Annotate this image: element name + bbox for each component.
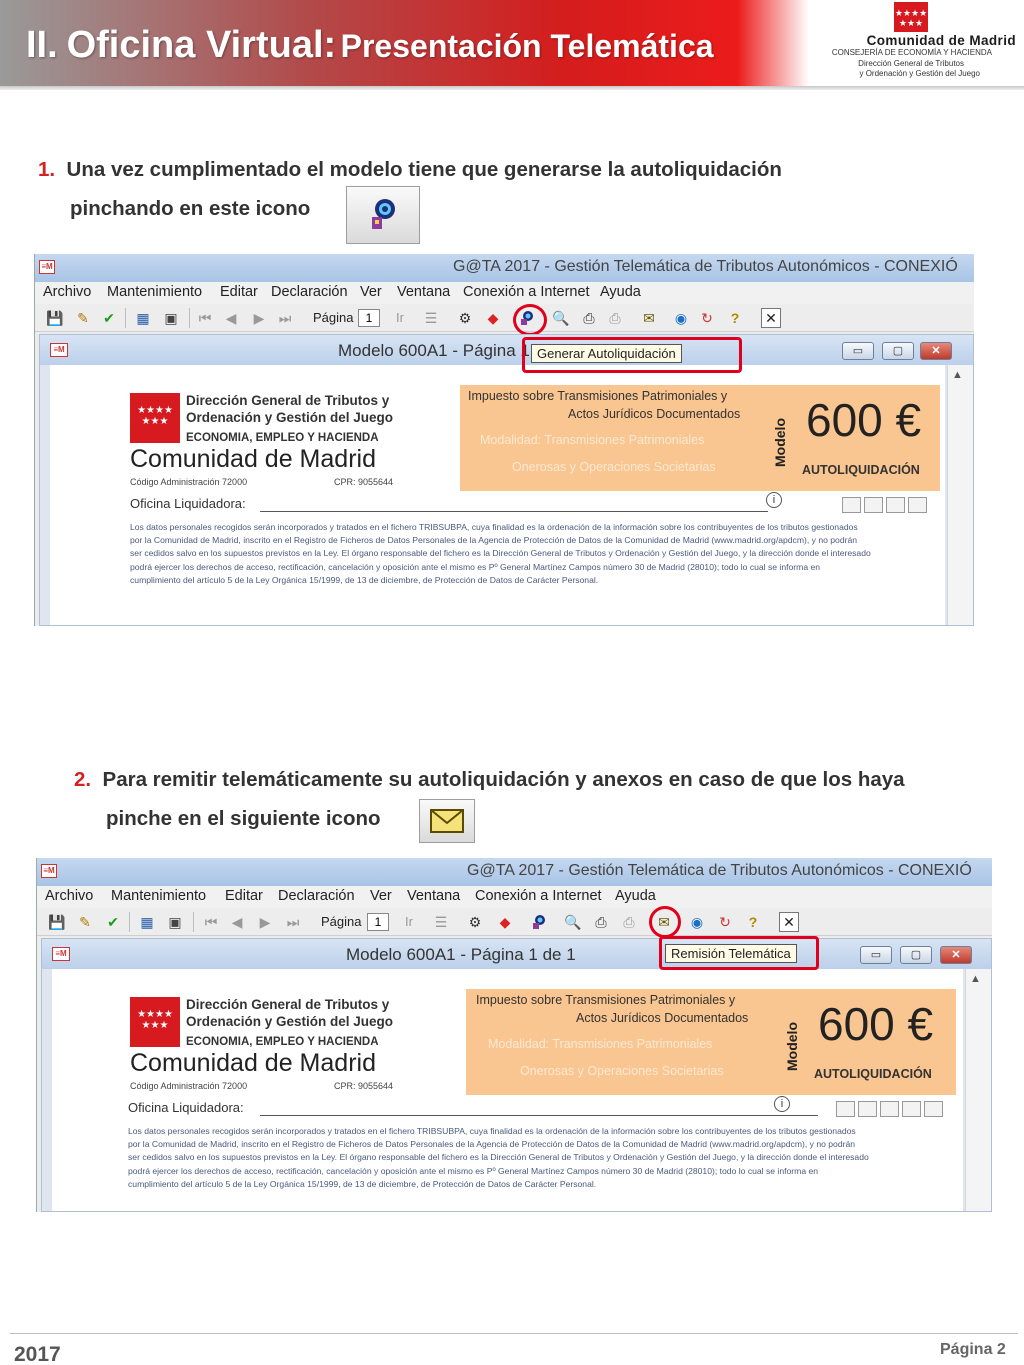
dg-line-2: Ordenación y Gestión del Juego <box>186 410 394 425</box>
codigo-administracion: Código Administración 72000 <box>130 477 248 487</box>
app-title: G@TA 2017 - Gestión Telemática de Tributos Autonómicos - CONEXIÓ <box>467 862 972 879</box>
minimize-button[interactable]: ▭ <box>842 342 874 360</box>
print-all-icon[interactable]: ⎙ <box>623 913 635 930</box>
menu-ayuda[interactable]: Ayuda <box>615 888 656 904</box>
menu-ayuda[interactable]: Ayuda <box>600 284 641 300</box>
toolbar-separator <box>125 308 126 328</box>
oficina-field[interactable] <box>260 511 768 512</box>
legal-line: Los datos personales recogidos serán incorporados y tratados en el fichero TRIBSUBPA, cuya finalidad es la ordenación de la información sobre los contribuyentes de los tributos gestionados <box>130 522 858 532</box>
ir-button[interactable]: Ir <box>396 310 404 325</box>
modalidad-line-1: Modalidad: Transmisiones Patrimoniales <box>480 433 705 447</box>
title-main: Oficina Virtual: <box>66 24 337 66</box>
envelope-icon-sample <box>419 799 475 843</box>
modelo-window <box>39 334 974 626</box>
next-page-icon[interactable]: ▶ <box>259 913 271 930</box>
red-book-icon[interactable]: ◆ <box>499 913 511 930</box>
app-titlebar <box>35 254 974 282</box>
first-page-icon[interactable]: ⏮ <box>204 913 218 930</box>
preview-icon[interactable]: 🔍 <box>564 913 582 930</box>
highlight-rectangle <box>522 337 742 373</box>
modelo-label: Modelo <box>784 1022 800 1071</box>
envelope-icon[interactable]: ✉ <box>658 913 670 930</box>
legal-line: por la Comunidad de Madrid, inscrito en el Registro de Ficheros de Datos Personales de la Agencia de Protección de Datos de la Comunidad de Madrid (www.madrid.org/apdcm), y no podrán <box>128 1139 856 1150</box>
modelo-header-box <box>466 989 956 1095</box>
maximize-button[interactable]: ▢ <box>882 342 914 360</box>
minimize-button[interactable]: ▭ <box>860 946 892 964</box>
vertical-scrollbar[interactable] <box>947 365 973 625</box>
first-page-icon[interactable]: ⏮ <box>198 309 212 326</box>
dg-line-1: Dirección General de Tributos y <box>186 997 390 1012</box>
pagina-label: Página <box>313 310 354 325</box>
menu-archivo[interactable]: Archivo <box>43 284 92 300</box>
oficina-label: Oficina Liquidadora: <box>130 496 246 511</box>
legal-line: cumplimiento del artículo 5 de la Ley Orgánica 15/1999, de 13 de diciembre, de Protección de Datos de Carácter Personal. <box>130 574 599 585</box>
legal-notice <box>130 521 871 587</box>
logo-name: Comunidad de Madrid <box>866 33 1016 48</box>
footer-page-number: Página 2 <box>940 1341 1006 1358</box>
modalidad-line-2: Onerosas y Operaciones Societarias <box>512 460 716 474</box>
step-1-number: 1. <box>38 158 56 181</box>
menu-ver[interactable]: Ver <box>370 888 392 904</box>
modelo-header-box <box>460 385 940 491</box>
tree-icon[interactable]: ☰ <box>434 913 448 930</box>
window-icon: ≡M <box>50 343 68 357</box>
modelo-window-titlebar <box>40 335 973 365</box>
codigo-administracion: Código Administración 72000 <box>130 1081 248 1091</box>
toolbar-separator <box>189 308 190 328</box>
menu-mantenimiento[interactable]: Mantenimiento <box>107 284 203 300</box>
menu-mantenimiento[interactable]: Mantenimiento <box>111 888 207 904</box>
modelo-window-title: Modelo 600A1 - Página 1 <box>338 341 530 360</box>
help-icon[interactable]: ? <box>748 914 758 930</box>
menu-editar[interactable]: Editar <box>220 284 258 300</box>
modelo-window-titlebar <box>42 939 991 969</box>
app-screenshot-1 <box>34 254 974 626</box>
calculator-icon[interactable]: ▦ <box>140 913 154 930</box>
tooltip-remision: Remisión Telemática <box>665 944 797 963</box>
exit-icon[interactable]: ✕ <box>761 308 781 328</box>
step-2-line-1 <box>74 768 905 792</box>
impuesto-line-2: Actos Jurídicos Documentados <box>576 1011 749 1025</box>
code-cells[interactable] <box>842 497 927 513</box>
close-button[interactable]: ✕ <box>940 946 972 964</box>
legal-line: por la Comunidad de Madrid, inscrito en el Registro de Ficheros de Datos Personales de la Agencia de Protección de Datos de la Comunidad de Madrid (www.madrid.org/apdcm), y no podrán <box>130 535 858 546</box>
modelo-600-form <box>50 365 945 625</box>
dg-line-3: ECONOMIA, EMPLEO Y HACIENDA <box>186 432 379 444</box>
calculator-icon[interactable]: ▦ <box>136 309 150 326</box>
menu-declaracion[interactable]: Declaración <box>271 284 348 300</box>
pagina-input[interactable]: 1 <box>358 309 380 327</box>
maximize-button[interactable]: ▢ <box>900 946 932 964</box>
logo-line-3: y Ordenación y Gestión del Juego <box>859 69 980 78</box>
modelo-label: Modelo <box>772 418 788 467</box>
window-icon: ≡M <box>52 947 70 961</box>
menu-editar[interactable]: Editar <box>225 888 263 904</box>
red-book-icon[interactable]: ◆ <box>487 309 499 326</box>
generate-icon <box>363 195 403 235</box>
envelope-icon <box>430 809 464 833</box>
oficina-field[interactable] <box>260 1115 818 1116</box>
scroll-up-arrow-icon[interactable]: ▲ <box>970 973 981 985</box>
title-roman: II. <box>26 24 58 66</box>
footer-divider <box>10 1333 1018 1334</box>
menu-conexion[interactable]: Conexión a Internet <box>463 284 590 300</box>
highlight-circle <box>649 906 681 938</box>
generate-autoliquidacion-icon[interactable] <box>529 912 549 932</box>
step-2-number: 2. <box>74 768 92 791</box>
code-cells[interactable] <box>836 1101 943 1117</box>
step-2-line-2: pinche en el siguiente icono <box>106 807 381 830</box>
modelo-number: 600 € <box>818 998 934 1050</box>
eraser-icon[interactable]: ✎ <box>77 309 89 326</box>
refresh-icon[interactable]: ↻ <box>719 913 731 930</box>
logo-line-1: CONSEJERÍA DE ECONOMÍA Y HACIENDA <box>831 48 992 57</box>
cpr-code: CPR: 9055644 <box>334 477 394 487</box>
form-icon[interactable]: ▣ <box>164 309 178 326</box>
title-sub: Presentación Telemática <box>340 28 714 64</box>
users-icon[interactable]: ⚙ <box>468 913 482 930</box>
highlight-circle <box>513 304 547 336</box>
last-page-icon[interactable]: ⏭ <box>278 309 292 326</box>
form-icon[interactable]: ▣ <box>168 913 182 930</box>
legal-line: ser cedidos salvo en los supuestos previstos en la Ley. El órgano responsable del fichero es la Dirección General de Tributos y Ordenación y Gestión del Juego, y la dirección donde el interesado <box>128 1152 869 1163</box>
save-icon[interactable]: 💾 <box>48 913 66 930</box>
toolbar <box>37 908 992 936</box>
app-title: G@TA 2017 - Gestión Telemática de Tributos Autonómicos - CONEXIÓ <box>453 258 958 275</box>
step-1-text: Una vez cumplimentado el modelo tiene que generarse la autoliquidación <box>66 158 782 181</box>
app-titlebar <box>37 858 992 886</box>
refresh-icon[interactable]: ↻ <box>701 309 713 326</box>
autoliquidacion-label: AUTOLIQUIDACIÓN <box>814 1067 932 1081</box>
toolbar-separator <box>193 912 194 932</box>
step-2-text: Para remitir telemáticamente su autoliquidación y anexos en caso de que los haya <box>102 768 905 791</box>
impuesto-line-2: Actos Jurídicos Documentados <box>568 407 741 421</box>
step-1-line-1 <box>38 158 782 182</box>
check-icon[interactable]: ✔ <box>103 309 115 326</box>
tree-icon[interactable]: ☰ <box>424 309 438 326</box>
scroll-up-arrow-icon[interactable]: ▲ <box>952 369 963 381</box>
header-divider <box>0 86 1024 90</box>
eraser-icon[interactable]: ✎ <box>79 913 91 930</box>
menu-ventana[interactable]: Ventana <box>397 284 451 300</box>
print-icon[interactable]: ⎙ <box>583 309 595 326</box>
page-title <box>26 24 714 67</box>
legal-line: Los datos personales recogidos serán incorporados y tratados en el fichero TRIBSUBPA, cuya finalidad es la ordenación de la información sobre los contribuyentes de los tributos gestionados <box>128 1126 856 1136</box>
modelo-600-form <box>52 969 963 1211</box>
last-page-icon[interactable]: ⏭ <box>286 913 300 930</box>
globe-icon[interactable]: ◉ <box>674 309 688 326</box>
madrid-flag-icon: ★★★★ ★★★ <box>894 2 928 32</box>
info-icon[interactable]: i <box>774 1096 790 1112</box>
modelo-window-title: Modelo 600A1 - Página 1 de 1 <box>346 945 576 964</box>
comunidad-madrid-name: Comunidad de Madrid <box>130 445 376 473</box>
madrid-flag-icon: ★★★★ ★★★ <box>130 393 180 443</box>
dg-line-1: Dirección General de Tributos y <box>186 393 390 408</box>
comunidad-madrid-logo <box>806 2 1020 86</box>
app-icon: ≡M <box>41 864 57 878</box>
exit-icon[interactable]: ✕ <box>779 912 799 932</box>
menu-archivo[interactable]: Archivo <box>45 888 94 904</box>
legal-notice <box>128 1125 869 1191</box>
cpr-code: CPR: 9055644 <box>334 1081 394 1091</box>
toolbar-separator <box>129 912 130 932</box>
impuesto-line-1: Impuesto sobre Transmisiones Patrimoniales y <box>476 993 736 1007</box>
save-icon[interactable]: 💾 <box>46 309 64 326</box>
vertical-scrollbar[interactable] <box>965 969 991 1211</box>
menu-ver[interactable]: Ver <box>360 284 382 300</box>
previous-page-icon[interactable]: ◀ <box>231 913 243 930</box>
print-all-icon[interactable]: ⎙ <box>609 309 621 326</box>
check-icon[interactable]: ✔ <box>107 913 119 930</box>
print-icon[interactable]: ⎙ <box>595 913 607 930</box>
menu-bar <box>37 886 992 908</box>
pagina-label: Página <box>321 914 362 929</box>
menu-declaracion[interactable]: Declaración <box>278 888 355 904</box>
legal-line: podrá ejercer los derechos de acceso, rectificación, cancelación y oposición ante el mismo es Pº General Martínez Campos número 30 de Madrid (28010); todo lo cual se informa en <box>130 561 821 572</box>
next-page-icon[interactable]: ▶ <box>253 309 265 326</box>
pagina-input[interactable]: 1 <box>367 913 389 931</box>
ir-button[interactable]: Ir <box>405 914 413 929</box>
dg-line-2: Ordenación y Gestión del Juego <box>186 1014 394 1029</box>
tooltip-generar: Generar Autoliquidación <box>531 344 682 363</box>
app-screenshot-2 <box>36 858 992 1212</box>
info-icon[interactable]: i <box>766 492 782 508</box>
toolbar <box>35 304 974 332</box>
previous-page-icon[interactable]: ◀ <box>225 309 237 326</box>
autoliquidacion-label: AUTOLIQUIDACIÓN <box>802 463 920 477</box>
footer-year: 2017 <box>14 1343 61 1365</box>
app-icon: ≡M <box>39 260 55 274</box>
users-icon[interactable]: ⚙ <box>458 309 472 326</box>
highlight-rectangle <box>659 936 819 970</box>
modalidad-line-2: Onerosas y Operaciones Societarias <box>520 1064 724 1078</box>
modelo-number: 600 € <box>806 394 922 446</box>
close-button[interactable]: ✕ <box>920 342 952 360</box>
legal-line: ser cedidos salvo en los supuestos previstos en la Ley. El órgano responsable del fichero es la Dirección General de Tributos y Ordenación y Gestión del Juego, y la dirección donde el interesado <box>130 548 871 559</box>
legal-line: podrá ejercer los derechos de acceso, rectificación, cancelación y oposición ante el mismo es Pº General Martínez Campos número 30 de Madrid (28010); todo lo cual se informa en <box>128 1165 819 1176</box>
envelope-icon[interactable]: ✉ <box>643 309 655 326</box>
modalidad-line-1: Modalidad: Transmisiones Patrimoniales <box>488 1037 713 1051</box>
logo-line-2: Dirección General de Tributos <box>858 59 964 68</box>
generate-icon-sample <box>346 186 420 244</box>
menu-bar <box>35 282 974 304</box>
menu-conexion[interactable]: Conexión a Internet <box>475 888 602 904</box>
modelo-window <box>41 938 992 1212</box>
preview-icon[interactable]: 🔍 <box>552 309 570 326</box>
madrid-flag-icon: ★★★★ ★★★ <box>130 997 180 1047</box>
globe-icon[interactable]: ◉ <box>690 913 704 930</box>
dg-line-3: ECONOMIA, EMPLEO Y HACIENDA <box>186 1036 379 1048</box>
menu-ventana[interactable]: Ventana <box>407 888 461 904</box>
help-icon[interactable]: ? <box>730 310 740 326</box>
comunidad-madrid-name: Comunidad de Madrid <box>130 1049 376 1077</box>
step-1-line-2: pinchando en este icono <box>70 197 311 220</box>
oficina-label: Oficina Liquidadora: <box>128 1100 244 1115</box>
impuesto-line-1: Impuesto sobre Transmisiones Patrimoniales y <box>468 389 728 403</box>
legal-line: cumplimiento del artículo 5 de la Ley Orgánica 15/1999, de 13 de diciembre, de Protección de Datos de Carácter Personal. <box>128 1178 597 1189</box>
